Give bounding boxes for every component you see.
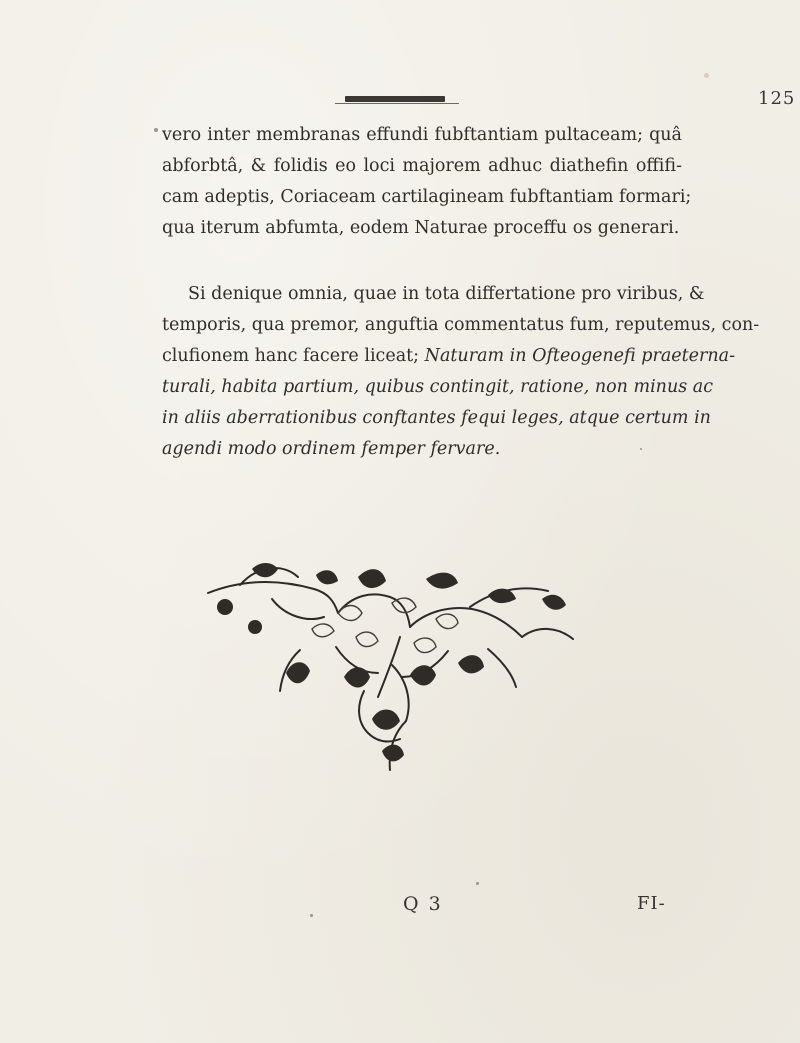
signature-mark: Q 3 — [403, 893, 443, 915]
text-line: agendi modo ordinem femper fervare. — [162, 439, 501, 459]
text-line — [162, 341, 735, 372]
page-number: 125 — [758, 88, 796, 109]
paper-speck — [154, 128, 158, 132]
paragraph-1 — [162, 120, 692, 244]
text-line: qua iterum abfumta, eodem Naturae proceffu os generari. — [162, 218, 680, 238]
paper-speck — [476, 882, 479, 885]
italic-text-span: Naturam in Ofteogenefi praeterna- — [424, 346, 735, 366]
paragraph-2 — [162, 279, 760, 465]
text-line: temporis, qua premor, anguftia commentatus fum, reputemus, con- — [162, 315, 760, 335]
catchword: FI- — [637, 893, 666, 914]
text-line: cam adeptis, Coriaceam cartilagineam fubftantiam formari; — [162, 187, 692, 207]
header-rule — [345, 96, 445, 102]
text-line: turali, habita partium, quibus contingit, ratione, non minus ac — [162, 377, 713, 397]
paper-speck — [640, 448, 642, 450]
paper-speck — [704, 73, 709, 78]
text-span: clufionem hanc facere liceat; — [162, 346, 420, 366]
text-line: Si denique omnia, quae in tota differtatione pro viribus, & — [188, 284, 705, 304]
floral-tailpiece-ornament — [188, 555, 593, 780]
text-line: in aliis aberrationibus conftantes fequi leges, atque certum in — [162, 408, 711, 428]
paper-speck — [310, 914, 313, 917]
text-line: abforbtâ, & folidis eo loci majorem adhuc diathefin offifi- — [162, 156, 682, 176]
text-line: vero inter membranas effundi fubftantiam pultaceam; quâ — [162, 125, 682, 145]
